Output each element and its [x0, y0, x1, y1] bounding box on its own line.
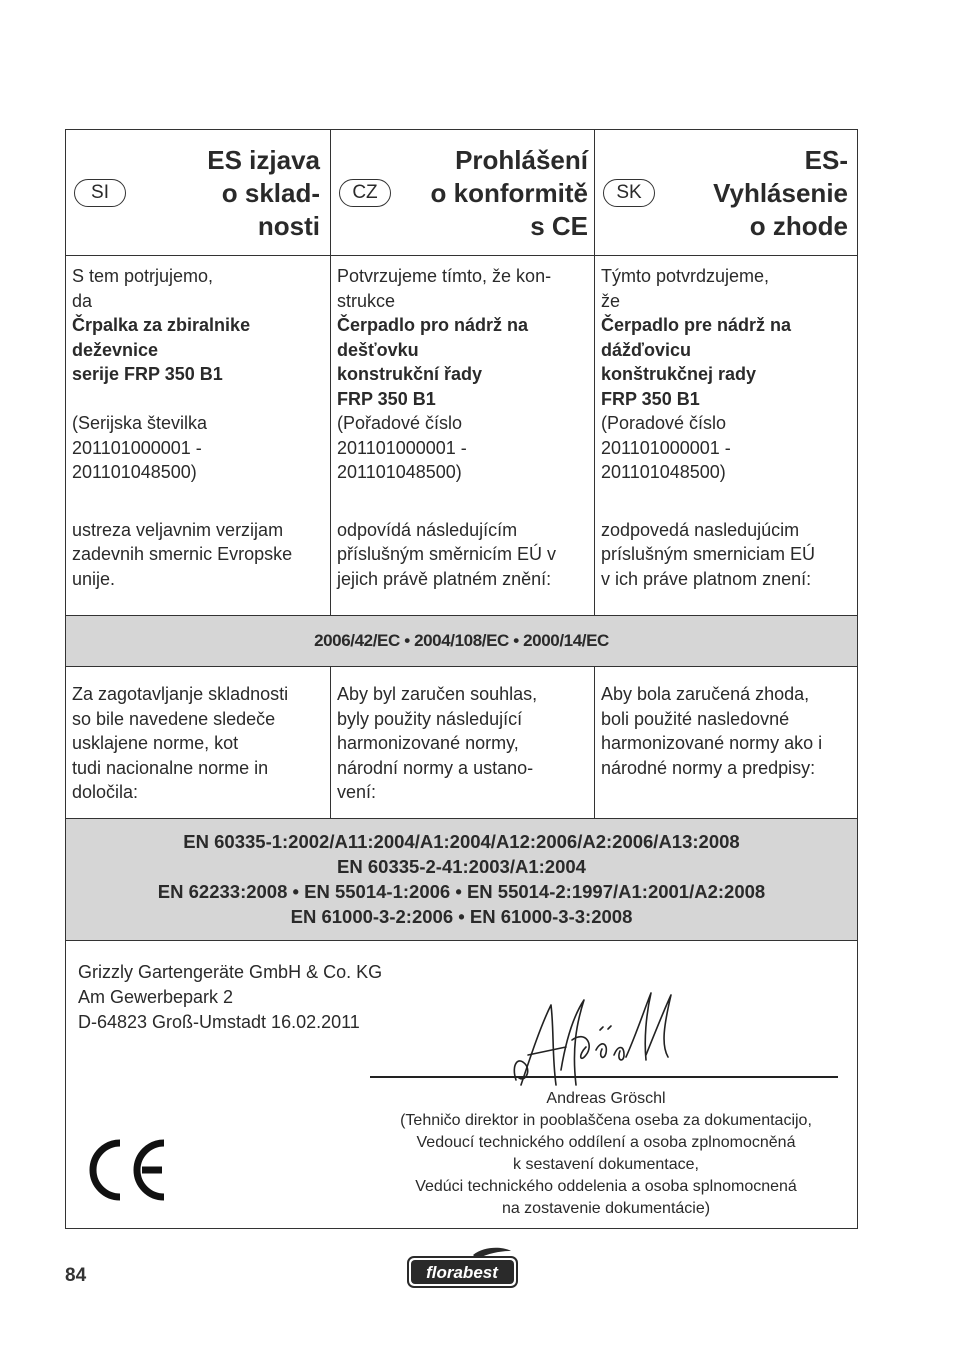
- declaration-table: [65, 129, 858, 1229]
- intro-si: S tem potrjujemo, da Črpalka za zbiralnike deževnice serije FRP 350 B1 (Serijska številka 201101000001 - 201101048500) ustreza veljavnim verzijam zadevnih smernic Evropske unije.: [66, 255, 330, 615]
- serial-si: (Serijska številka: [72, 413, 208, 433]
- header-sk: [594, 130, 858, 255]
- norm-line: EN 60335-1:2002/A11:2004/A1:2004/A12:2006/A2:2006/A13:2008: [183, 831, 740, 852]
- conformity-cz: odpovídá následujícím: [337, 519, 518, 540]
- signature-image: [506, 985, 686, 1095]
- svg-text:florabest: florabest: [426, 1263, 498, 1282]
- header-row: [66, 130, 857, 256]
- language-badge-si: SI: [74, 179, 126, 207]
- florabest-logo: [405, 1245, 520, 1290]
- company-address: Grizzly Gartengeräte GmbH & Co. KG Am Gewerbepark 2 D-64823 Groß-Umstadt 16.02.2011: [78, 962, 383, 1032]
- title-cz: Prohlášení o konformitě s CE: [430, 145, 588, 241]
- product-name-sk: Čerpadlo pre nádrž na: [601, 315, 792, 335]
- norms-intro-sk: Aby bola zaručená zhoda, boli použité nasledovné harmonizované normy ako i národné normy a predpisy:: [594, 667, 858, 818]
- norms-intro-row: [66, 667, 857, 818]
- norms-band: [66, 818, 857, 941]
- serial-sk: (Poradové číslo: [601, 413, 727, 433]
- product-name-si: Črpalka za zbiralnike: [72, 315, 251, 335]
- intro-row: [66, 255, 857, 615]
- title-sk: ES- Vyhlásenie o zhode: [713, 145, 848, 241]
- language-badge-cz: CZ: [339, 179, 391, 207]
- header-si: [66, 130, 330, 255]
- signatory-name: Andreas Gröschl: [546, 1090, 666, 1107]
- page-number: 84: [65, 1265, 87, 1286]
- norms-intro-cz: Aby byl zaručen souhlas, byly použity následující harmonizované normy, národní normy a ustano- vení:: [330, 667, 594, 818]
- product-name-cz: Čerpadlo pro nádrž na: [337, 315, 529, 335]
- norm-line: EN 61000-3-2:2006 • EN 61000-3-3:2008: [290, 906, 633, 927]
- intro-sk: Týmto potvrdzujeme, že Čerpadlo pre nádrž na dážďovicu konštrukčnej rady FRP 350 B1 (Poradové číslo 201101000001 - 201101048500) zodpovedá nasledujúcim príslušným smerniciam EÚ v ich práve platnom znení:: [594, 255, 858, 615]
- intro-cz: Potvrzujeme tímto, že kon- strukce Čerpadlo pro nádrž na dešťovku konstrukční řady FRP 350 B1 (Pořadové číslo 201101000001 - 201101048500) odpovídá následujícím příslušným směrnicím EÚ v jejich právě platném znění:: [330, 255, 594, 615]
- conformity-si: ustreza veljavnim verzijam: [72, 519, 284, 540]
- header-cz: [330, 130, 594, 255]
- norm-line: EN 60335-2-41:2003/A1:2004: [337, 856, 586, 877]
- language-badge-sk: SK: [603, 179, 655, 207]
- ce-mark-icon: [82, 1135, 172, 1205]
- title-si: ES izjava o sklad- nosti: [207, 145, 320, 241]
- norm-line: EN 62233:2008 • EN 55014-1:2006 • EN 55014-2:1997/A1:2001/A2:2008: [157, 881, 766, 902]
- conformity-sk: zodpovedá nasledujúcim: [601, 519, 800, 540]
- signature-line: [370, 1076, 838, 1078]
- serial-cz: (Pořadové číslo: [337, 413, 463, 433]
- directives-band: 2006/42/EC • 2004/108/EC • 2000/14/EC: [66, 615, 857, 667]
- signatory-block: Andreas Gröschl (Tehničo direktor in pooblaščena oseba za dokumentacijo, Vedoucí technického oddílení a osoba zplnomocněná k sestavení dokumentace, Vedúci technického oddelenia a osoba splnomocnená na zostavenie dokumentácie): [346, 1088, 866, 1220]
- norms-intro-si: Za zagotavljanje skladnosti so bile navedene sledeče usklajene norme, kot tudi nacionalne norme in določila:: [72, 684, 289, 802]
